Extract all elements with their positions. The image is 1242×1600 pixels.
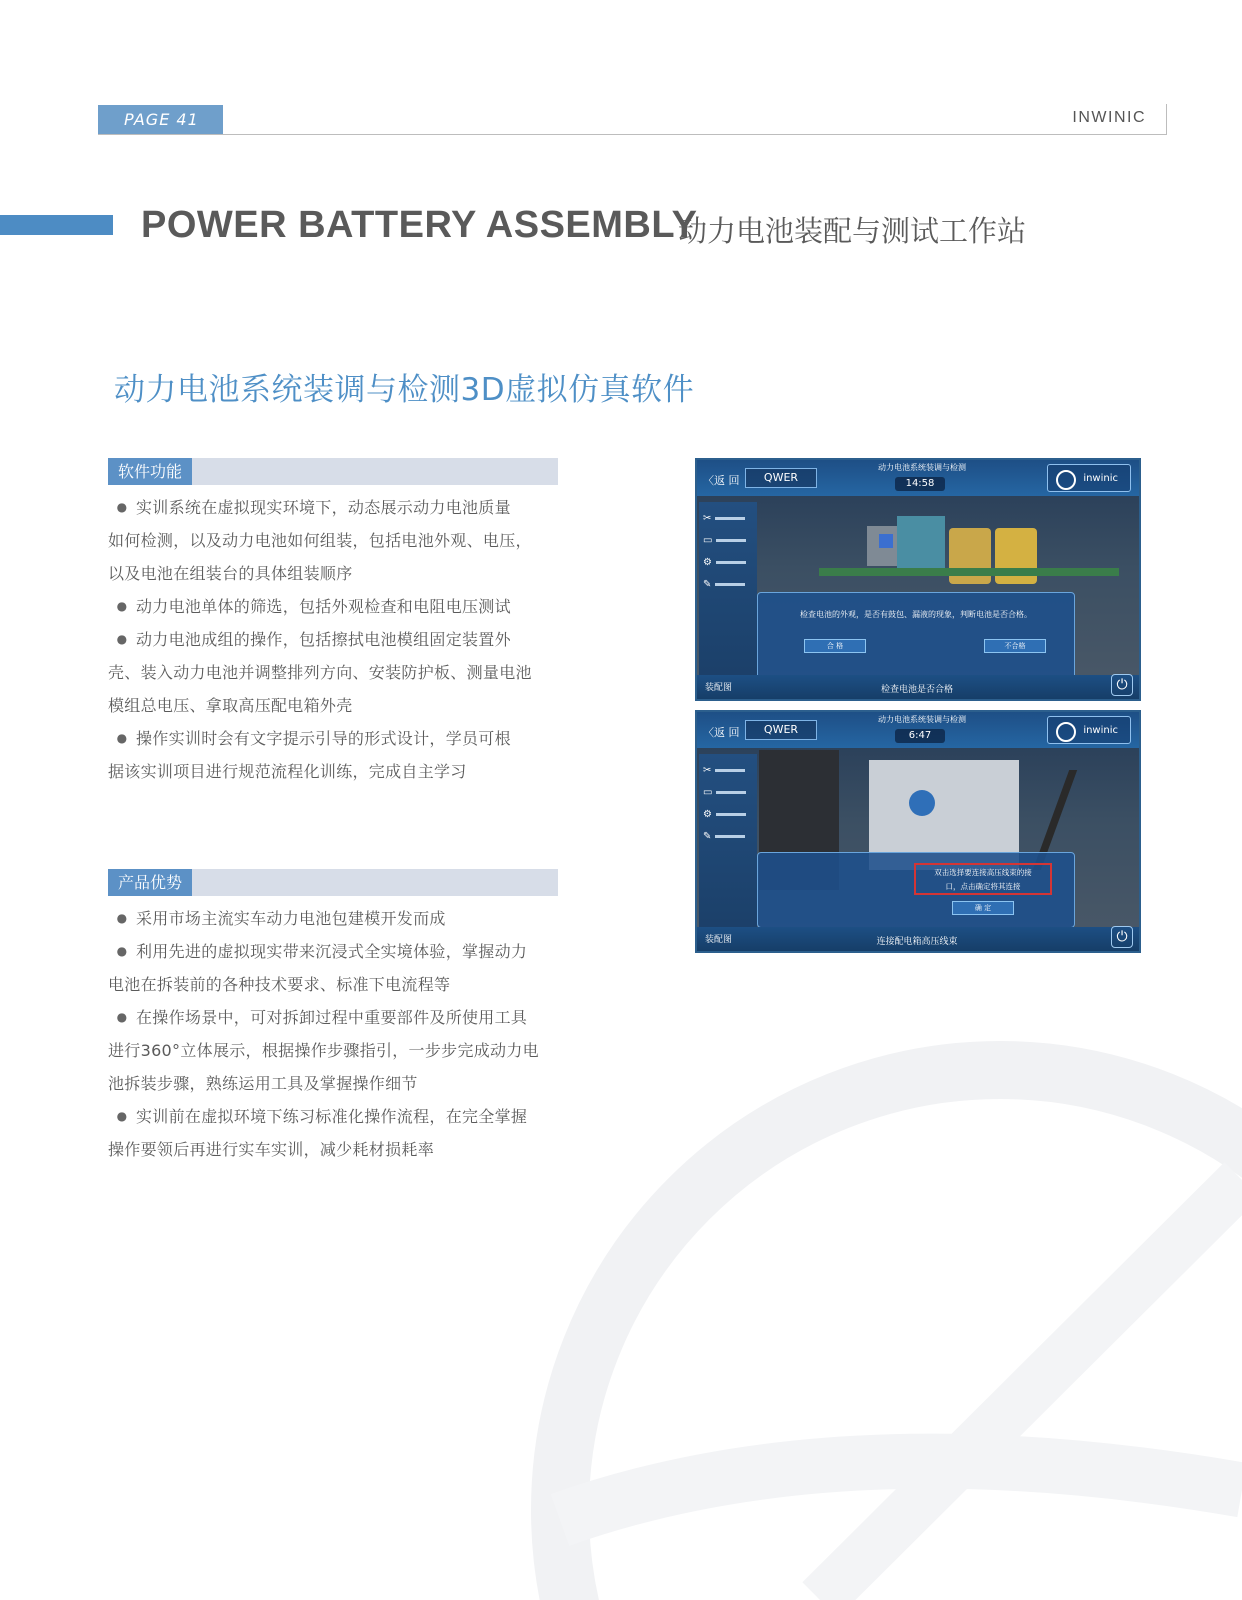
logo-ring-icon	[1056, 722, 1076, 742]
list-item: 池拆装步骤，熟练运用工具及掌握操作细节	[108, 1074, 418, 1093]
list-item: ● 操作实训时会有文字提示引导的形式设计，学员可根	[108, 722, 558, 755]
tool-icon: ✎	[703, 579, 712, 590]
list-item: 进行360°立体展示，根据操作步骤指引，一步步完成动力电	[108, 1041, 539, 1060]
bullet-icon: ●	[116, 500, 128, 514]
instruction-box: 双击选择要连接高压线束的接 口，点击确定将其连接	[914, 863, 1052, 895]
wrench-icon: ✂	[703, 765, 712, 776]
wrench-icon: ✂	[703, 513, 712, 524]
back-button[interactable]: 〈返 回	[703, 474, 740, 487]
list-item: 据该实训项目进行规范流程化训练，完成自主学习	[108, 762, 467, 781]
list-item: ● 采用市场主流实车动力电池包建模开发而成	[108, 902, 558, 935]
confirm-button[interactable]: 确 定	[952, 901, 1014, 915]
toolbox-button[interactable]	[703, 828, 753, 846]
bullet-icon: ●	[116, 632, 128, 646]
tool-area-button[interactable]	[703, 510, 753, 528]
tool-area-button[interactable]	[703, 762, 753, 780]
features-header	[108, 458, 558, 485]
battery-area-button[interactable]	[703, 532, 753, 550]
advantages-header	[108, 869, 558, 896]
tool-sidebar	[699, 754, 757, 939]
dialog-text: 检查电池的外观，是否有鼓包、漏液的现象，判断电池是否合格。	[800, 610, 1032, 619]
power-icon[interactable]: ⏻	[1111, 674, 1133, 696]
list-item: 如何检测，以及动力电池如何组装，包括电池外观、电压，	[108, 531, 532, 550]
list-item: ● 实训前在虚拟环境下练习标准化操作流程，在完全掌握	[108, 1100, 558, 1133]
software-screenshot-2	[695, 710, 1141, 953]
battery-icon: ▭	[703, 787, 713, 798]
features-heading: 软件功能	[108, 458, 192, 485]
bullet-icon: ●	[116, 731, 128, 745]
battery-area-button[interactable]	[703, 784, 753, 802]
list-item: 壳、装入动力电池并调整排列方向、安装防护板、测量电池	[108, 663, 532, 682]
bullet-icon: ●	[116, 944, 128, 958]
logo-ring-icon	[1056, 470, 1076, 490]
brand-name: INWINIC	[1072, 109, 1146, 126]
power-icon[interactable]: ⏻	[1111, 926, 1133, 948]
list-item: ● 动力电池单体的筛选，包括外观检查和电阻电压测试	[108, 590, 558, 623]
bullet-icon: ●	[116, 911, 128, 925]
page-number-tab: PAGE 41	[98, 105, 223, 135]
toolbox-button[interactable]	[703, 576, 753, 594]
screen-bottom-bar	[697, 927, 1139, 951]
list-item: ● 实训系统在虚拟现实环境下，动态展示动力电池质量	[108, 491, 558, 524]
parts-area-button[interactable]	[703, 554, 753, 572]
header-divider-end	[1166, 104, 1167, 135]
screen-title: 动力电池系统装调与检测	[878, 715, 966, 724]
fail-button[interactable]: 不合格	[984, 639, 1046, 653]
inwinic-logo: inwinic	[1047, 716, 1131, 744]
user-field: QWER	[745, 720, 817, 740]
step-caption: 连接配电箱高压线束	[876, 937, 958, 947]
inwinic-logo: inwinic	[1047, 464, 1131, 492]
bullet-icon: ●	[116, 1010, 128, 1024]
product-subtitle: 动力电池系统装调与检测3D虚拟仿真软件	[114, 372, 695, 408]
parts-area-button[interactable]	[703, 806, 753, 824]
software-screenshot-1	[695, 458, 1141, 701]
timer: 14:58	[895, 477, 945, 491]
back-button[interactable]: 〈返 回	[703, 726, 740, 739]
user-field: QWER	[745, 468, 817, 488]
bullet-icon: ●	[116, 599, 128, 613]
advantages-section	[108, 869, 558, 1166]
step-caption: 检查电池是否合格	[880, 685, 953, 695]
list-item: ● 在操作场景中，可对拆卸过程中重要部件及所使用工具	[108, 1001, 558, 1034]
list-item: 模组总电压、拿取高压配电箱外壳	[108, 696, 353, 715]
features-section	[108, 458, 558, 788]
bullet-icon: ●	[116, 1109, 128, 1123]
title-accent-bar	[0, 215, 113, 235]
advantages-list	[108, 902, 558, 1166]
assembly-diagram-button[interactable]: 装配图	[705, 683, 733, 693]
page-title-chinese: 动力电池装配与测试工作站	[678, 214, 1027, 248]
screen-top-bar	[697, 460, 1139, 496]
header-divider	[98, 134, 1166, 135]
screen-top-bar	[697, 712, 1139, 748]
list-item: 操作要领后再进行实车实训，减少耗材损耗率	[108, 1140, 435, 1159]
list-item: ● 动力电池成组的操作，包括擦拭电池模组固定装置外	[108, 623, 558, 656]
page-title-english: POWER BATTERY ASSEMBLY	[141, 204, 698, 246]
assembly-diagram-button[interactable]: 装配图	[705, 935, 733, 945]
list-item: ● 利用先进的虚拟现实带来沉浸式全实境体验，掌握动力	[108, 935, 558, 968]
tool-icon: ✎	[703, 831, 712, 842]
advantages-heading: 产品优势	[108, 869, 192, 896]
screen-bottom-bar	[697, 675, 1139, 699]
battery-icon: ▭	[703, 535, 713, 546]
tool-sidebar	[699, 502, 757, 687]
gear-icon: ⚙	[703, 809, 712, 820]
connect-dialog	[757, 852, 1075, 928]
features-list	[108, 491, 558, 788]
list-item: 电池在拆装前的各种技术要求、标准下电流程等	[108, 975, 451, 994]
list-item: 以及电池在组装台的具体组装顺序	[108, 564, 353, 583]
screen-title: 动力电池系统装调与检测	[878, 463, 966, 472]
timer: 6:47	[895, 729, 945, 743]
pass-button[interactable]: 合 格	[804, 639, 866, 653]
gear-icon: ⚙	[703, 557, 712, 568]
inspection-dialog	[757, 592, 1075, 682]
